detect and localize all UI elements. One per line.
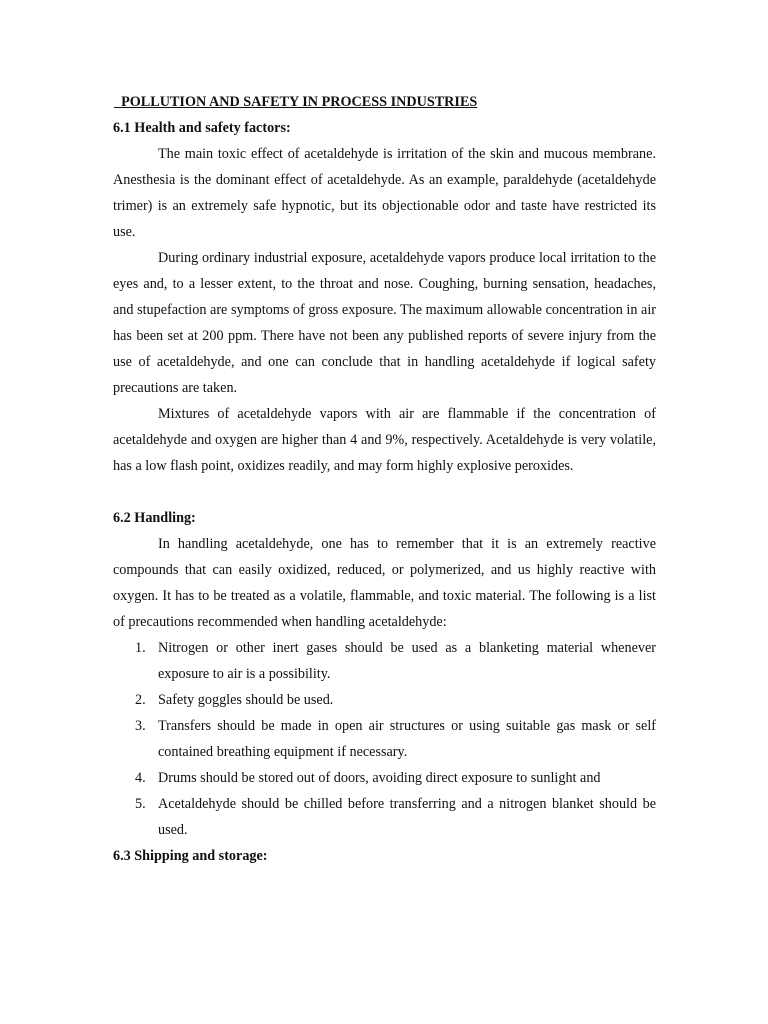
list-item xyxy=(113,687,656,713)
section-spacer xyxy=(113,479,656,505)
list-item-number: 2. xyxy=(135,692,146,708)
section-heading: 6.1 Health and safety factors: xyxy=(113,120,291,136)
paragraph: The main toxic effect of acetaldehyde is irritation of the skin and mucous membrane. Anesthesia is the dominant effect of acetaldehyde. As an example, paraldehyde (acetaldehyde trimer) is an extremely safe hypnotic, but its objectionable odor and taste have restricted its use. xyxy=(113,146,656,240)
paragraph: In handling acetaldehyde, one has to remember that it is an extremely reactive compounds that can easily oxidized, reduced, or polymerized, and us highly reactive with oxygen. It has to be treated as a volatile, flammable, and toxic material. The following is a list of precautions recommended when handling acetaldehyde: xyxy=(113,536,656,630)
chapter-title: POLLUTION AND SAFETY IN PROCESS INDUSTRIES xyxy=(114,94,478,110)
section-shipping-storage xyxy=(113,843,656,869)
list-item-text: Acetaldehyde should be chilled before transferring and a nitrogen blanket should be used. xyxy=(158,796,656,838)
list-item xyxy=(113,713,656,765)
list-item xyxy=(113,635,656,687)
precautions-list xyxy=(113,635,656,843)
list-item-number: 3. xyxy=(135,718,146,734)
paragraph: Mixtures of acetaldehyde vapors with air are flammable if the concentration of acetaldehyde and oxygen are higher than 4 and 9%, respectively. Acetaldehyde is very volatile, has a low flash point, oxidizes readily, and may form highly explosive peroxides. xyxy=(113,406,656,474)
list-item-number: 5. xyxy=(135,796,146,812)
list-item-text: Transfers should be made in open air structures or using suitable gas mask or self contained breathing equipment if necessary. xyxy=(158,718,656,760)
paragraph: During ordinary industrial exposure, acetaldehyde vapors produce local irritation to the eyes and, to a lesser extent, to the throat and nose. Coughing, burning sensation, headaches, and stupefaction are symptoms of gross exposure. The maximum allowable concentration in air has been set at 200 ppm. There have not been any published reports of severe injury from the use of acetaldehyde, and one can conclude that in handling acetaldehyde if logical safety precautions are taken. xyxy=(113,250,656,396)
section-heading: 6.3 Shipping and storage: xyxy=(113,848,268,864)
section-health-safety xyxy=(113,115,656,479)
list-item-number: 4. xyxy=(135,770,146,786)
list-item-text: Drums should be stored out of doors, avoiding direct exposure to sunlight and xyxy=(158,770,601,786)
section-heading: 6.2 Handling: xyxy=(113,510,196,526)
list-item xyxy=(113,765,656,791)
document-body xyxy=(113,89,656,869)
list-item xyxy=(113,791,656,843)
section-handling xyxy=(113,505,656,843)
list-item-number: 1. xyxy=(135,640,146,656)
list-item-text: Nitrogen or other inert gases should be used as a blanketing material whenever exposure to air is a possibility. xyxy=(158,640,656,682)
list-item-text: Safety goggles should be used. xyxy=(158,692,334,708)
